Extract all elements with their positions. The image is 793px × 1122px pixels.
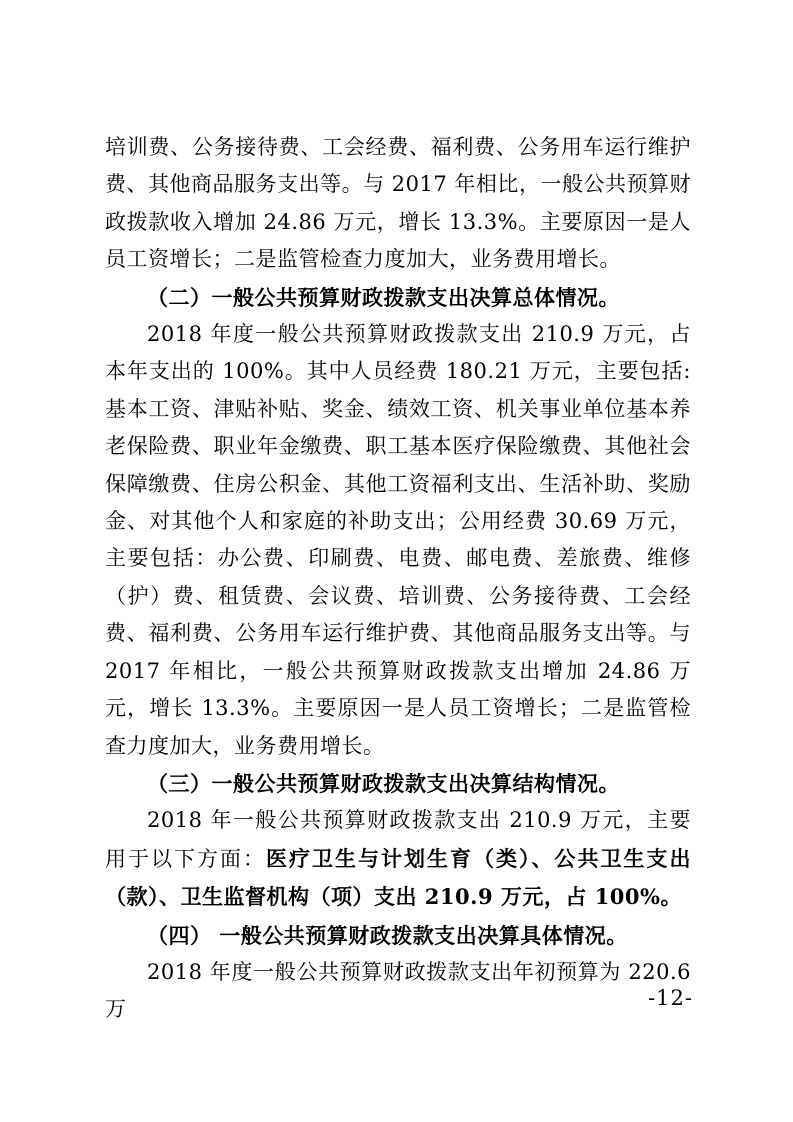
paragraph-section2: 2018 年度一般公共预算财政拨款支出 210.9 万元，占本年支出的 100%。其中人员经费 180.21 万元，主要包括:基本工资、津贴补贴、奖金、绩效工资、机关事业单位基本养老保险费、职业年金缴费、职工基本医疗保险缴费、其他社会保障缴费、住房公积金、其他工资福利支出、生活补助、奖励金、对其他个人和家庭的补助支出；公用经费 30.69 万元，主要包括：办公费、印刷费、电费、邮电费、差旅费、维修（护）费、租赁费、会议费、培训费、公务接待费、工会经费、福利费、公务用车运行维护费、其他商品服务支出等。与 2017 年相比，一般公共预算财政拨款支出增加 24.86 万元，增长 13.3%。主要原因一是人员工资增长；二是监管检查力度加大，业务费用增长。 xyxy=(105,322,691,758)
paragraph-continuation: 培训费、公务接待费、工会经费、福利费、公务用车运行维护费、其他商品服务支出等。与 2017 年相比，一般公共预算财政拨款收入增加 24.86 万元，增长 13.3%。主要原因一是人员工资增长；二是监管检查力度加大，业务费用增长。 xyxy=(105,135,691,272)
section-heading-2: （二）一般公共预算财政拨款支出决算总体情况。 xyxy=(147,284,620,310)
page-number: -12- xyxy=(648,986,693,1010)
document-content xyxy=(105,129,691,1029)
paragraph-section3-bold-text: 医疗卫生与计划生育（类）、公共卫生支出（款）、卫生监督机构（项）支出 210.9 万元，占 100%。 xyxy=(105,845,691,910)
section-heading-4: （四） 一般公共预算财政拨款支出决算具体情况。 xyxy=(147,922,628,948)
paragraph-section3-normal-text: 2018 年一般公共预算财政拨款支出 210.9 万元，主要用于以下方面： xyxy=(105,808,691,871)
section-heading-3: （三）一般公共预算财政拨款支出决算结构情况。 xyxy=(147,770,620,796)
paragraph-section4: 2018 年度一般公共预算财政拨款支出年初预算为 220.6 万 xyxy=(105,959,691,1022)
paragraph-section3 xyxy=(105,802,691,916)
